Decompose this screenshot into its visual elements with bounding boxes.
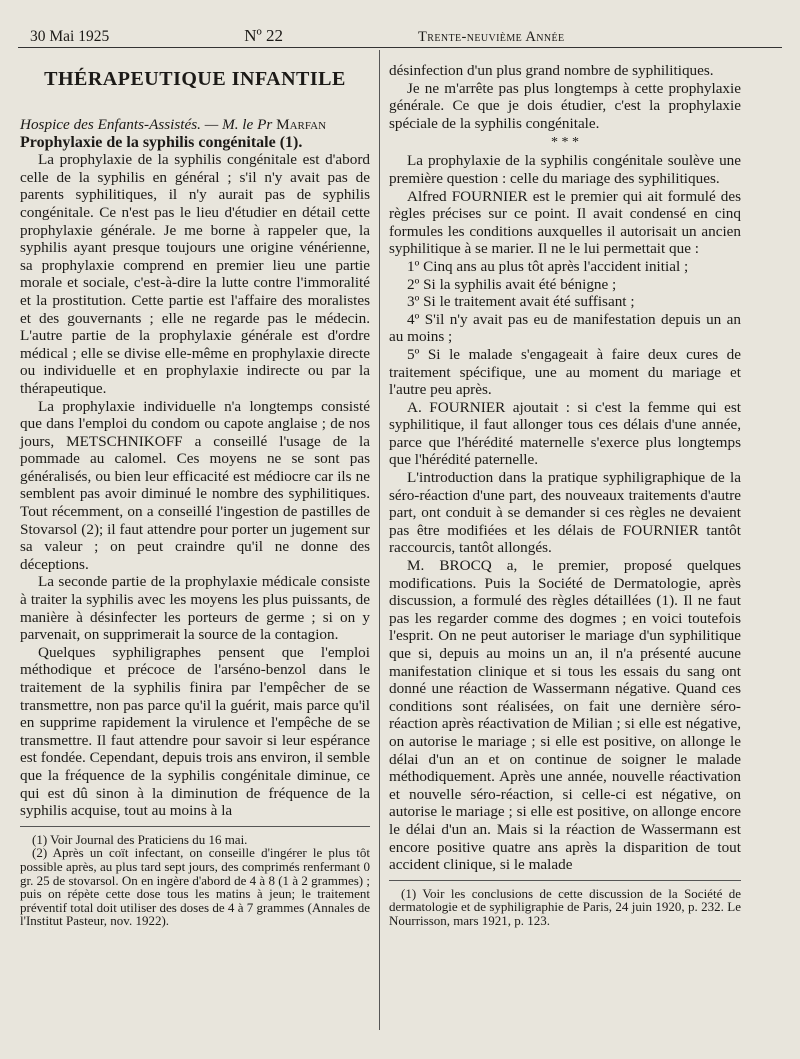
right-column — [389, 62, 741, 928]
body-paragraph: Alfred FOURNIER est le premier qui ait formulé des règles précises sur ce point. Il avait condensé en cinq formules les conditions auxquelles il autorisait un ancien syphilitique à se marier. Il ne le lui permettait que : — [389, 187, 741, 258]
article-title: Prophylaxie de la syphilis congénitale (1). — [20, 133, 303, 151]
body-paragraph: A. FOURNIER ajoutait : si c'est la femme qui est syphilitique, il faut allonger tous ces délais d'une année, parce que l'hérédité maternelle s'exerce plus longtemps que l'hérédité paternelle. — [389, 398, 741, 469]
body-paragraph: La prophylaxie de la syphilis congénitale est d'abord celle de la syphilis en général ; s'il n'y avait pas de parents syphilitiques, il n'y aurait pas de syphilis congénitale. Ce n'est pas le lieu d'étudier en détail cette prophylaxie générale. Je me borne à rappeler que, la syphilis ayant presque toujours une origine vénérienne, sa prophylaxie comprend en premier lieu une partie morale et sociale, c'est-à-dire la lutte contre l'immoralité et la prostitution. Cette partie est l'affaire des moralistes et des gouvernants ; elle ne regarde pas le médecin. L'autre partie de la prophylaxie générale est d'ordre médical ; elle se divise elle-même en prophylaxie directe ou individuelle et en prophylaxie indirecte ou par la thérapeutique. — [20, 151, 370, 397]
body-paragraph: désinfection d'un plus grand nombre de syphilitiques. — [389, 62, 714, 79]
footnote: (2) Après un coït infectant, on conseille d'ingérer le plus tôt possible après, au plus tard sept jours, des comprimés renfermant 0 gr. 25 de stovarsol. On en ingère d'abord de 4 à 8 (1 à 2 grammes) ; puis on répète cette dose tous les matins à jeun; le traitement préventif total doit utiliser des doses de 4 à 7 grammes (Annales de l'Institut Pasteur, nov. 1922). — [20, 845, 370, 929]
body-paragraph: L'introduction dans la pratique syphiligraphique de la séro-réaction d'une part, des nouveaux traitements d'autre part, ont conduit à se demander si ces règles ne devaient pas être modifiées et les délais de FOURNIER tantôt raccourcis, tantôt allongés. — [389, 469, 741, 557]
header-issue-number: Nº 22 — [244, 26, 284, 45]
author-name: Marfan — [276, 116, 327, 133]
list-item: 5º Si le malade s'engageait à faire deux cures de traitement spécifique, une au moment du mariage et l'autre peu après. — [389, 345, 741, 399]
body-paragraph: Quelques syphiligraphes pensent que l'emploi méthodique et précoce de l'arséno-benzol dans le traitement de la syphilis finira par l'empêcher de se transmettre, non pas parce qu'il la guérit, mais parce qu'il en supprime rapidement la virulence et l'empêche de se transmettre. Il faut attendre pour savoir si leur espérance est fondée. Cependant, depuis trois ans environ, il semble que la fréquence de la syphilis congénitale diminue, ce qui est dû sinon à la diminution de fréquence de la syphilis acquise, tout au moins à la — [20, 643, 370, 820]
section-break-asterism: * * * — [551, 135, 579, 151]
list-item: 2º Si la syphilis avait été bénigne ; — [407, 275, 617, 293]
body-paragraph: M. BROCQ a, le premier, proposé quelques modifications. Puis la Société de Dermatologie, après discussion, a formulé des règles détaillées (1). Il ne faut pas les regarder comme des dogmes ; en voici toutefois l'esprit. On ne peut autoriser le mariage d'un syphilitique que si, depuis au moins un an, il n'a présenté aucune manifestation clinique et si tous les essais du sang ont donné une réaction de Wassermann négative. Quand ces conditions sont réalisées, on fait une dernière séro-réaction après réactivation de Milian ; si elle est négative, on autorise le mariage ; si elle est positive, on allonge le délai d'un an et on continue de soigner le malade méthodiquement. Après une année, nouvelle réactivation et nouvelle séro-réaction, si celle-ci est négative, on autorise le mariage ; si elle est positive, on allonge encore le délai d'un an. Mais si la réaction de Wassermann est encore positive quatre ans après la disparition de tout accident clinique, si le malade — [389, 557, 741, 874]
column-divider — [379, 50, 380, 1030]
footnotes — [20, 826, 370, 928]
hospice-name: Hospice des Enfants-Assistés. — [20, 116, 201, 133]
body-paragraph: La prophylaxie individuelle n'a longtemps consisté que dans l'emploi du condom ou capote anglaise ; de nos jours, METSCHNIKOFF a conseillé l'usage de la pommade au calomel. Ces moyens ne se sont pas généralisés, ou bien leur efficacité est médiocre car ils ne semblent pas avoir diminué le nombre des syphilitiques. Tout récemment, on a conseillé l'ingestion de pastilles de Stovarsol (2); il faut attendre pour porter un jugement sur sa valeur ; on peut craindre qu'il ne donne des déceptions. — [20, 397, 370, 573]
byline — [20, 116, 370, 134]
list-item: 4º S'il n'y avait pas eu de manifestation depuis un an au moins ; — [389, 310, 741, 346]
footnotes — [389, 880, 741, 928]
header-date: 30 Mai 1925 — [30, 28, 110, 45]
list-item: 1º Cinq ans au plus tôt après l'accident initial ; — [407, 257, 689, 275]
header-year: Trente-neuvième Année — [418, 29, 565, 45]
footnote: (1) Voir Journal des Praticiens du 16 mai. — [32, 831, 248, 847]
author-prefix: — M. le Pr — [204, 116, 273, 133]
body-paragraph: La seconde partie de la prophylaxie médicale consiste à traiter la syphilis avec les moyens les plus puissants, de manière à désinfecter les porteurs de germe ; si on y parvenait, on supprimerait la source de la contagion. — [20, 573, 370, 644]
body-paragraph: La prophylaxie de la syphilis congénitale soulève une première question : celle du mariage des syphilitiques. — [389, 152, 741, 187]
list-item: 3º Si le traitement avait été suffisant ; — [407, 293, 635, 311]
header-rule — [18, 47, 782, 48]
body-paragraph: Je ne m'arrête pas plus longtemps à cette prophylaxie générale. Ce que je dois étudier, c'est la prophylaxie spéciale de la syphilis congénitale. — [389, 79, 741, 132]
footnote: (1) Voir les conclusions de cette discussion de la Société de dermatologie et de syphiligraphie de Paris, 24 juin 1920, p. 232. Le Nourrisson, mars 1921, p. 123. — [389, 885, 741, 928]
page-header — [30, 24, 770, 46]
section-title: THÉRAPEUTIQUE INFANTILE — [44, 68, 346, 90]
left-column — [20, 56, 370, 928]
